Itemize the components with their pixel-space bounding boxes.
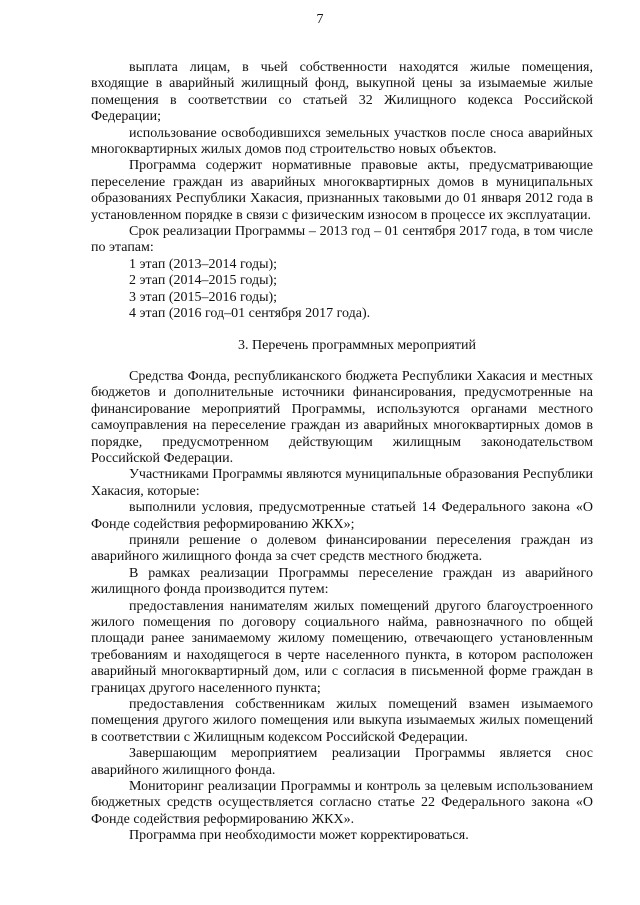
paragraph: Средства Фонда, республиканского бюджета Республики Хакасия и местных бюджетов и дополнительные источники финансирования, предусмотренные на финансирование мероприятий Программы, используются органами местного самоуправления на переселение граждан из аварийных многоквартирных домов в порядке, предусмотренном действующим жилищным законодательством Российской Федерации. <box>91 368 593 466</box>
stage-item: 4 этап (2016 год–01 сентября 2017 года). <box>129 306 371 322</box>
page-number: 7 <box>316 12 324 27</box>
stage-item: 3 этап (2015–2016 годы); <box>129 289 278 305</box>
paragraph: выполнили условия, предусмотренные статьей 14 Федерального закона «О Фонде содействия реформированию ЖКХ»; <box>91 500 593 532</box>
paragraph: использование освободившихся земельных участков после сноса аварийных многоквартирных жилых домов под строительство новых объектов. <box>91 125 593 158</box>
paragraph: предоставления собственникам жилых помещений взамен изымаемого помещения другого жилого помещения или выкупа изымаемых жилых помещений в соответствии с Жилищным кодексом Российской Федерации. <box>91 697 593 745</box>
paragraph: Срок реализации Программы – 2013 год – 01 сентября 2017 года, в том числе по этапам: <box>91 224 593 256</box>
section-heading: 3. Перечень программных мероприятий <box>238 337 476 353</box>
paragraph: предоставления нанимателям жилых помещений другого благоустроенного жилого помещения по договору социального найма, равнозначного по общей площади ранее занимаемому жилому помещению, отвечающего установленным требованиям и находящегося в черте населенного пункта, в котором расположен аварийный многоквартирный дом, или с согласия в письменной форме граждан в границах другого населенного пункта; <box>91 598 593 696</box>
paragraph: Программа при необходимости может корректироваться. <box>129 828 469 844</box>
stage-item: 1 этап (2013–2014 годы); <box>129 256 278 272</box>
paragraph: Участниками Программы являются муниципальные образования Республики Хакасия, которые: <box>91 467 593 499</box>
paragraph: Завершающим мероприятием реализации Программы является снос аварийного жилищного фонда. <box>91 746 593 778</box>
paragraph: приняли решение о долевом финансировании переселения граждан из аварийного жилищного фонда за счет средств местного бюджета. <box>91 532 593 565</box>
paragraph: В рамках реализации Программы переселение граждан из аварийного жилищного фонда производится путем: <box>91 565 593 598</box>
stage-item: 2 этап (2014–2015 годы); <box>129 273 278 289</box>
paragraph: Программа содержит нормативные правовые акты, предусматривающие переселение граждан из аварийных многоквартирных домов в муниципальных образованиях Республики Хакасия, признанных таковыми до 01 января 2012 года в установленном порядке в связи с физическим износом в процессе их эксплуатации. <box>91 158 593 223</box>
document-body <box>91 60 593 845</box>
paragraph: выплата лицам, в чьей собственности находятся жилые помещения, входящие в аварийный жилищный фонд, выкупной цены за изымаемые жилые помещения в соответствии со статьей 32 Жилищного кодекса Российской Федерации; <box>91 60 593 125</box>
paragraph: Мониторинг реализации Программы и контроль за целевым использованием бюджетных средств осуществляется согласно статье 22 Федерального закона «О Фонде содействия реформированию ЖКХ». <box>91 779 593 827</box>
